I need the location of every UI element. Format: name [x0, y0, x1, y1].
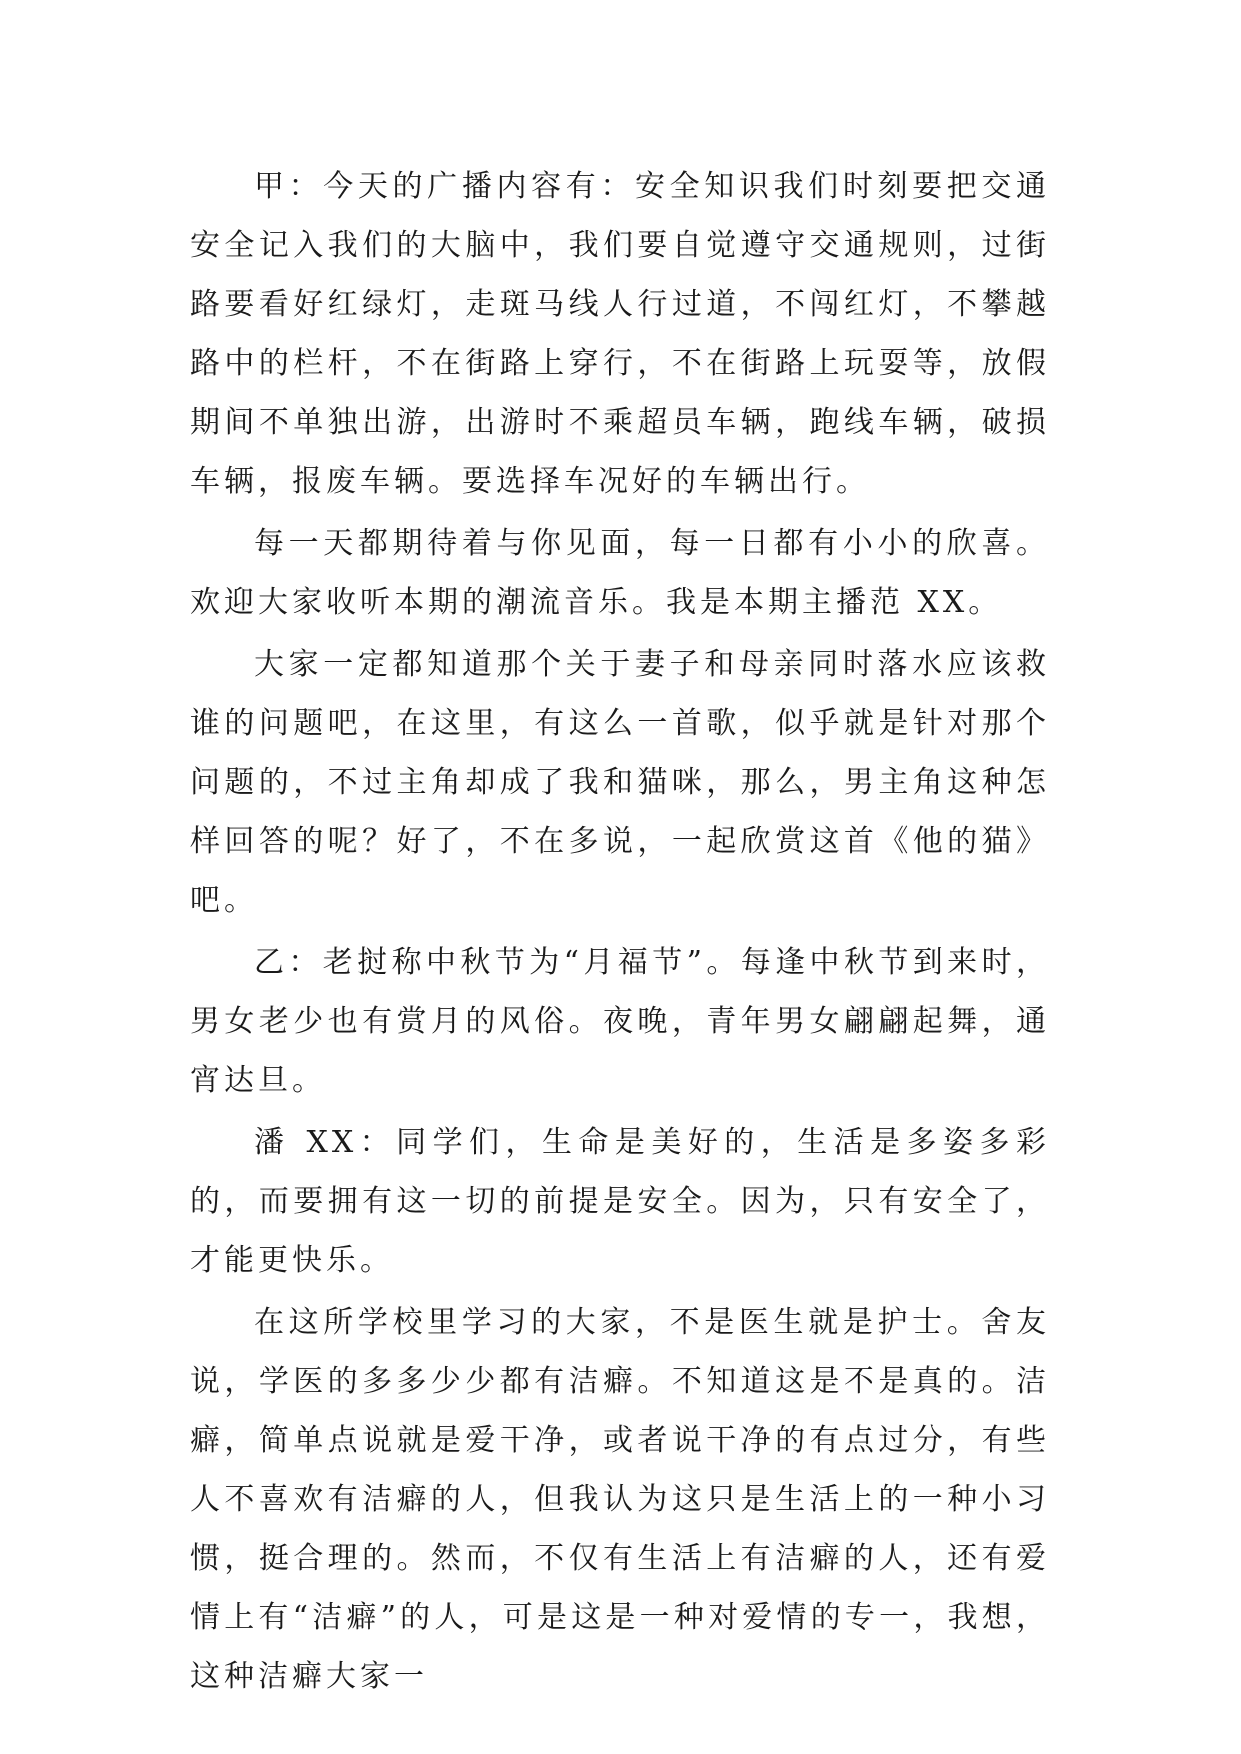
paragraph-broadcast-safety: 甲：今天的广播内容有：安全知识我们时刻要把交通安全记入我们的大脑中，我们要自觉遵守交通规则，过街路要看好红绿灯，走斑马线人行过道，不闯红灯，不攀越路中的栏杆，不在街路上穿行，不在街路上玩耍等，放假期间不单独出游，出游时不乘超员车辆，跑线车辆，破损车辆，报废车辆。要选择车况好的车辆出行。 [190, 169, 1050, 499]
document-body [190, 157, 1050, 1709]
paragraph-mid-autumn: 乙：老挝称中秋节为“月福节”。每逢中秋节到来时，男女老少也有赏月的风俗。夜晚，青年男女翩翩起舞，通宵达旦。 [190, 945, 1050, 1098]
paragraph-safety-life: 潘 XX：同学们，生命是美好的，生活是多姿多彩的，而要拥有这一切的前提是安全。因为，只有安全了，才能更快乐。 [190, 1125, 1050, 1278]
paragraph-music-intro: 每一天都期待着与你见面，每一日都有小小的欣喜。欢迎大家收听本期的潮流音乐。我是本期主播范 XX。 [190, 526, 1050, 620]
paragraph-cleanliness: 在这所学校里学习的大家，不是医生就是护士。舍友说，学医的多多少少都有洁癖。不知道这是不是真的。洁癖，简单点说就是爱干净，或者说干净的有点过分，有些人不喜欢有洁癖的人，但我认为这只是生活上的一种小习惯，挺合理的。然而，不仅有生活上有洁癖的人，还有爱情上有“洁癖”的人，可是这是一种对爱情的专一，我想，这种洁癖大家一 [190, 1305, 1050, 1694]
paragraph-song-intro: 大家一定都知道那个关于妻子和母亲同时落水应该救谁的问题吧，在这里，有这么一首歌，似乎就是针对那个问题的，不过主角却成了我和猫咪，那么，男主角这种怎样回答的呢？好了，不在多说，一起欣赏这首《他的猫》吧。 [190, 647, 1050, 918]
